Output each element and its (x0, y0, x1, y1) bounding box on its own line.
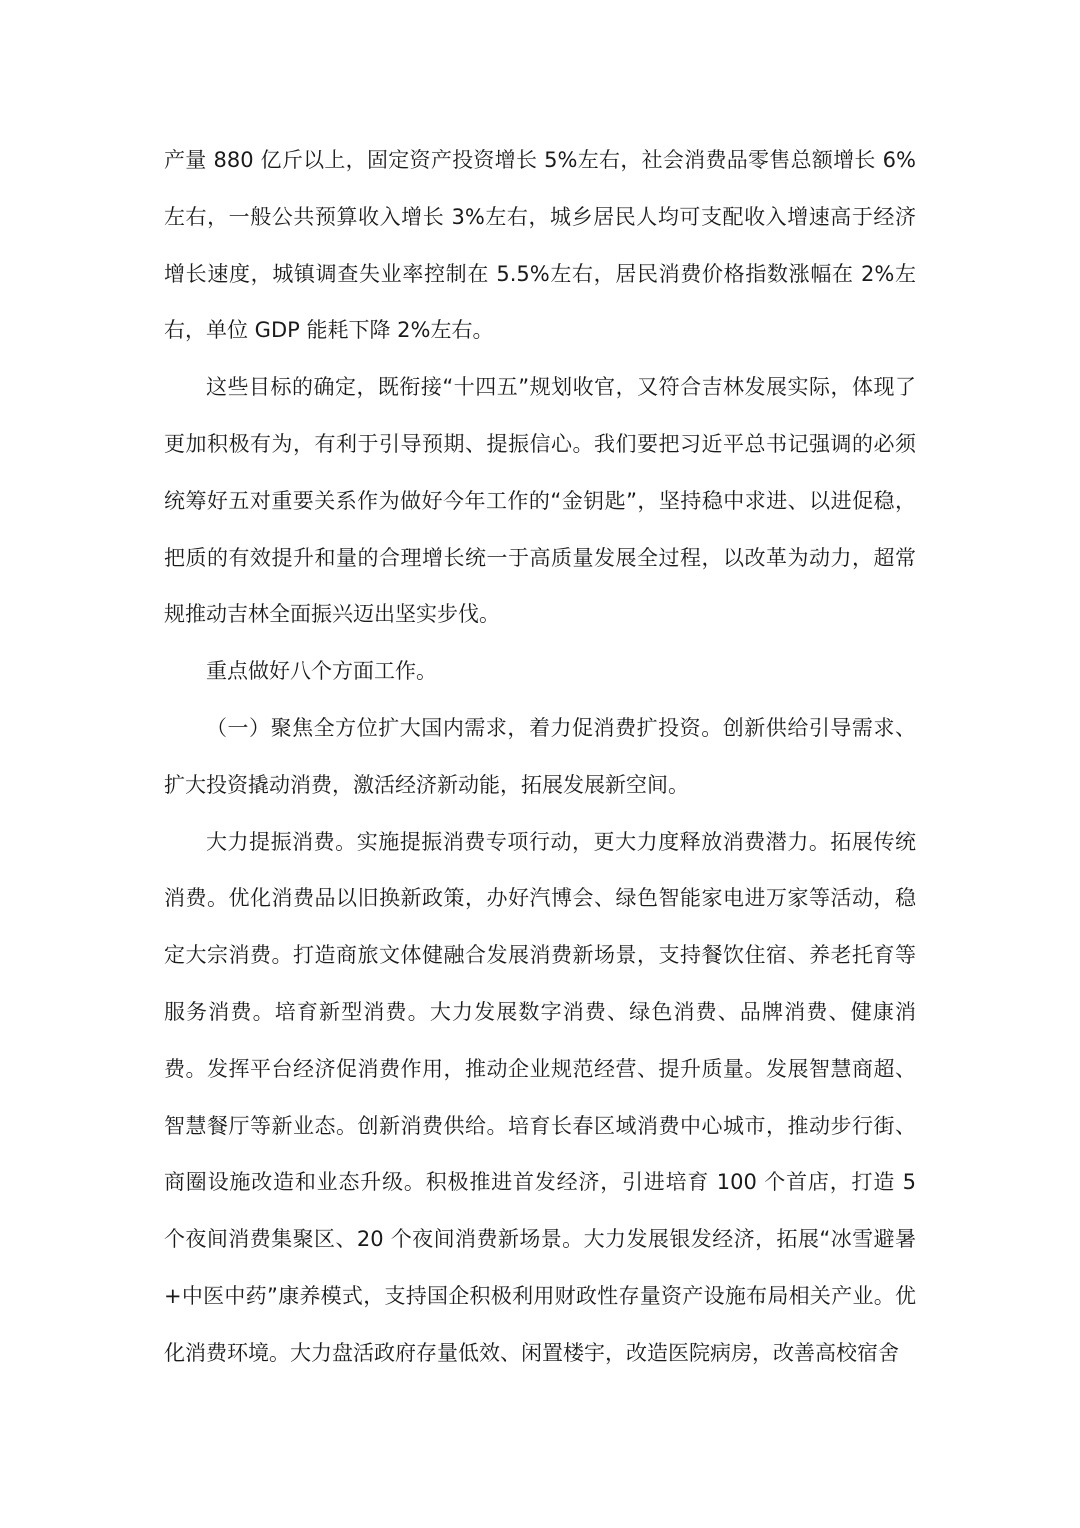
paragraph-section-one-heading: （一）聚焦全方位扩大国内需求，着力促消费扩投资。创新供给引导需求、扩大投资撬动消费，激活经济新动能，拓展发展新空间。 (164, 715, 916, 797)
paragraph-eight-tasks: 重点做好八个方面工作。 (206, 659, 437, 684)
document-body (164, 132, 916, 1382)
paragraph-boost-consumption: 大力提振消费。实施提振消费专项行动，更大力度释放消费潜力。拓展传统消费。优化消费品以旧换新政策，办好汽博会、绿色智能家电进万家等活动，稳定大宗消费。打造商旅文体健融合发展消费新场景，支持餐饮住宿、养老托育等服务消费。培育新型消费。大力发展数字消费、绿色消费、品牌消费、健康消费。发挥平台经济促消费作用，推动企业规范经营、提升质量。发展智慧商超、智慧餐厅等新业态。创新消费供给。培育长春区域消费中心城市，推动步行街、商圈设施改造和业态升级。积极推进首发经济，引进培育 100 个首店，打造 5 个夜间消费集聚区、20 个夜间消费新场景。大力发展银发经济，拓展“冰雪避暑+中医中药”康养模式，支持国企积极利用财政性存量资产设施布局相关产业。优化消费环境。大力盘活政府存量低效、闲置楼宇，改造医院病房，改善高校宿舍 (164, 829, 916, 1365)
paragraph-goal-significance: 这些目标的确定，既衔接“十四五”规划收官，又符合吉林发展实际，体现了更加积极有为，有利于引导预期、提振信心。我们要把习近平总书记强调的必须统筹好五对重要关系作为做好今年工作的“金钥匙”，坚持稳中求进、以进促稳，把质的有效提升和量的合理增长统一于高质量发展全过程，以改革为动力，超常规推动吉林全面振兴迈出坚实步伐。 (164, 375, 916, 627)
paragraph-targets-continued: 产量 880 亿斤以上，固定资产投资增长 5%左右，社会消费品零售总额增长 6%左右，一般公共预算收入增长 3%左右，城乡居民人均可支配收入增速高于经济增长速度，城镇调查失业率控制在 5.5%左右，居民消费价格指数涨幅在 2%左右，单位 GDP 能耗下降 2%左右。 (164, 148, 916, 343)
